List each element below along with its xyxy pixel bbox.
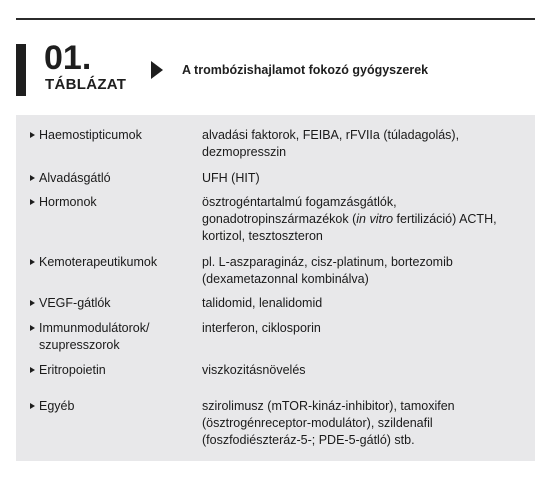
row-value-line: viszkozitásnövelés: [202, 363, 306, 377]
bullet-arrow-icon: [30, 300, 35, 306]
table-header: [16, 39, 535, 96]
row-label: Hormonok: [39, 195, 97, 209]
row-label-continued: szupresszorok: [39, 338, 120, 352]
drug-table: [16, 115, 535, 461]
row-value-line: ösztrogéntartalmú fogamzásgátlók,: [202, 195, 397, 209]
row-value-line: dezmopresszin: [202, 145, 287, 159]
row-value-line: szirolimusz (mTOR-kináz-inhibitor), tamoxifen: [202, 399, 455, 413]
row-value-line: UFH (HIT): [202, 171, 260, 185]
bullet-arrow-icon: [30, 325, 35, 331]
row-label: Alvadásgátló: [39, 171, 111, 185]
table-word: TÁBLÁZAT: [45, 76, 127, 93]
row-value-line: talidomid, lenalidomid: [202, 296, 323, 310]
row-value-line: kortizol, tesztoszteron: [202, 229, 323, 243]
table-title: A trombózishajlamot fokozó gyógyszerek: [182, 63, 429, 77]
row-value-line: (foszfodiészteráz-5-; PDE-5-gátló) stb.: [202, 433, 415, 447]
bullet-arrow-icon: [30, 199, 35, 205]
bullet-arrow-icon: [30, 403, 35, 409]
header-accent-bar: [16, 44, 26, 96]
play-arrow-icon: [151, 61, 163, 79]
row-label: Haemostipticumok: [39, 128, 142, 142]
bullet-arrow-icon: [30, 132, 35, 138]
row-label: Kemoterapeutikumok: [39, 255, 158, 269]
row-value-line: (ösztrogénreceptor-modulátor), szildenafil: [202, 416, 433, 430]
top-rule: [16, 18, 535, 20]
row-value-line: pl. L-aszparagináz, cisz-platinum, bortezomib: [202, 255, 453, 269]
row-value-line: interferon, ciklosporin: [202, 321, 321, 335]
bullet-arrow-icon: [30, 175, 35, 181]
row-label: Immunmodulátorok/: [39, 321, 150, 335]
row-label: VEGF-gátlók: [39, 296, 111, 310]
row-label: Eritropoietin: [39, 363, 106, 377]
table-number: 01.: [44, 39, 92, 77]
bullet-arrow-icon: [30, 367, 35, 373]
bullet-arrow-icon: [30, 259, 35, 265]
row-value-line: gonadotropinszármazékok (in vitro fertilizáció) ACTH,: [202, 212, 497, 226]
italic-term: in vitro: [356, 212, 394, 226]
row-value-line: (dexametazonnal kombinálva): [202, 272, 369, 286]
row-value-line: alvadási faktorok, FEIBA, rFVIIa (túladagolás),: [202, 128, 460, 142]
row-label: Egyéb: [39, 399, 75, 413]
